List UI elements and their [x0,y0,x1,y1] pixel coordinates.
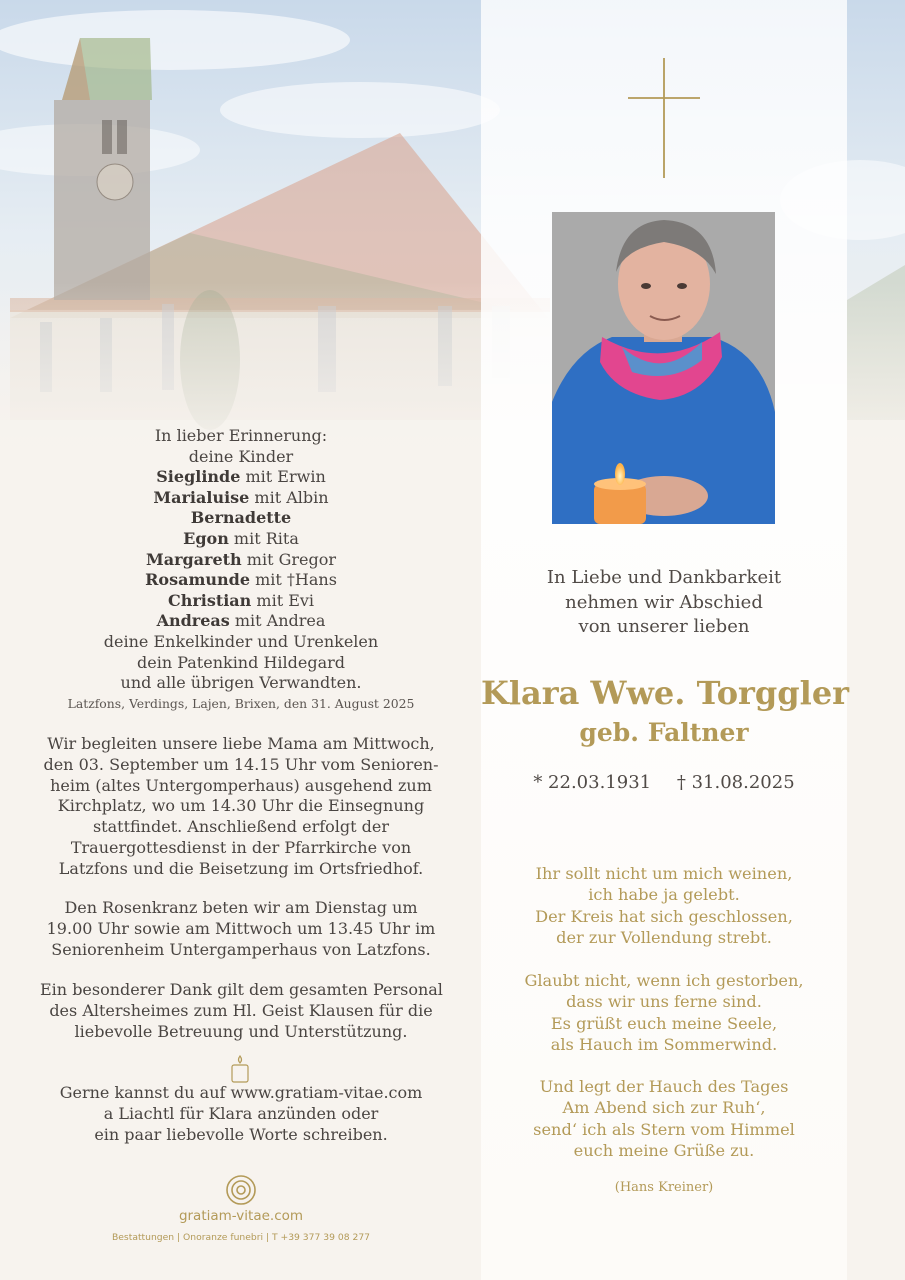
family-member [40,529,442,550]
poem-stanza-1 [481,863,847,949]
family-member [40,467,442,488]
poem-author: (Hans Kreiner) [614,1180,714,1195]
member-name: Egon [183,528,229,548]
family-member [40,550,442,571]
deceased-name: Klara Wwe. Torggler [481,674,850,712]
family-intro: In lieber Erinnerung: [154,426,328,445]
member-partner: mit Andrea [229,611,326,631]
birth-date: * 22.03.1931 [533,772,652,793]
funeral-line: den 03. September um 14.15 Uhr vom Senioren- [43,754,439,774]
online-note [40,1083,442,1145]
poem-line: Am Abend sich zur Ruh‘, [562,1098,766,1118]
thanks-line: liebevolle Betreuung und Unterstützung. [74,1021,408,1041]
thanks-line: Ein besonderer Dank gilt dem gesamten Personal [40,980,443,999]
cross-icon [628,58,700,178]
thanks-line: des Altersheimes zum Hl. Geist Klausen für die [49,1000,433,1020]
member-partner: mit Evi [251,590,315,610]
place-date: Latzfons, Verdings, Lajen, Brixen, den 31. August 2025 [67,696,415,711]
poem-line: Es grüßt euch meine Seele, [550,1013,778,1033]
birth-name: geb. Faltner [579,718,749,747]
family-relatives: und alle übrigen Verwandten. [120,673,362,693]
life-dates [481,772,847,793]
poem-line: Ihr sollt nicht um mich weinen, [535,864,793,883]
brand-footer: Bestattungen | Onoranze funebri | T +39 377 39 08 277 [111,1232,371,1243]
member-partner: mit Albin [249,487,329,507]
member-name: Sieglinde [156,467,241,487]
death-date: † 31.08.2025 [676,772,795,793]
online-line: ein paar liebevolle Worte schreiben. [94,1124,388,1144]
family-member [40,570,442,591]
poem-line: der zur Vollendung strebt. [556,928,772,948]
funeral-line: Kirchplatz, wo um 14.30 Uhr die Einsegnung [57,796,425,816]
member-name: Rosamunde [145,570,250,590]
funeral-line: Latzfons und die Beisetzung im Ortsfriedhof. [58,858,424,878]
member-partner: mit Erwin [240,467,326,487]
intro-line: von unserer lieben [578,616,750,637]
member-name: Bernadette [190,508,292,528]
member-name: Margareth [145,549,242,569]
intro-line: nehmen wir Abschied [565,591,763,613]
family-member [40,611,442,632]
poem-line: send‘ ich als Stern vom Himmel [533,1119,795,1139]
member-partner: mit †Hans [250,570,337,590]
family-member [40,488,442,509]
funeral-line: stattfindet. Anschließend erfolgt der [92,817,390,837]
brand-name: gratiam-vitae.com [178,1208,304,1224]
poem-line: ich habe ja gelebt. [588,885,740,905]
poem-line: Und legt der Hauch des Tages [539,1077,789,1096]
poem-line: Glaubt nicht, wenn ich gestorben, [524,971,804,990]
farewell-intro [481,566,847,640]
family-godchild: dein Patenkind Hildegard [136,652,346,672]
family-grandkids: deine Enkelkinder und Urenkelen [103,631,379,651]
member-name: Marialuise [153,487,250,507]
candle-icon [229,1055,251,1083]
family-member [40,591,442,612]
intro-line: In Liebe und Dankbarkeit [546,567,782,588]
funeral-line: heim (altes Untergomperhaus) ausgehend zum [50,775,432,795]
poem-stanza-2 [481,970,847,1056]
poem-stanza-3 [481,1076,847,1162]
thanks-note [40,980,442,1042]
rosary-details [40,898,442,960]
poem-line: Der Kreis hat sich geschlossen, [535,906,793,926]
family-member [40,508,442,529]
rosary-line: Seniorenheim Untergamperhaus von Latzfons. [51,939,431,959]
funeral-line: Trauergottesdienst in der Pfarrkirche von [70,837,412,857]
portrait-photo [552,212,775,524]
spiral-logo-icon [224,1174,258,1206]
rosary-line: Den Rosenkranz beten wir am Dienstag um [64,898,418,917]
funeral-line: Wir begleiten unsere liebe Mama am Mittwoch, [47,734,435,753]
family-kids-label: deine Kinder [188,446,294,466]
member-name: Andreas [156,611,230,631]
poem-line: dass wir uns ferne sind. [566,992,762,1012]
member-name: Christian [167,590,252,610]
online-line: Gerne kannst du auf www.gratiam-vitae.com [59,1083,423,1102]
member-partner: mit Gregor [241,549,336,569]
online-line: a Liachtl für Klara anzünden oder [103,1103,379,1123]
poem-line: als Hauch im Sommerwind. [550,1035,778,1055]
family-list [40,426,442,694]
rosary-line: 19.00 Uhr sowie am Mittwoch um 13.45 Uhr im [46,918,436,938]
poem-line: euch meine Grüße zu. [573,1141,755,1161]
member-partner: mit Rita [228,528,299,548]
funeral-details [40,734,442,880]
